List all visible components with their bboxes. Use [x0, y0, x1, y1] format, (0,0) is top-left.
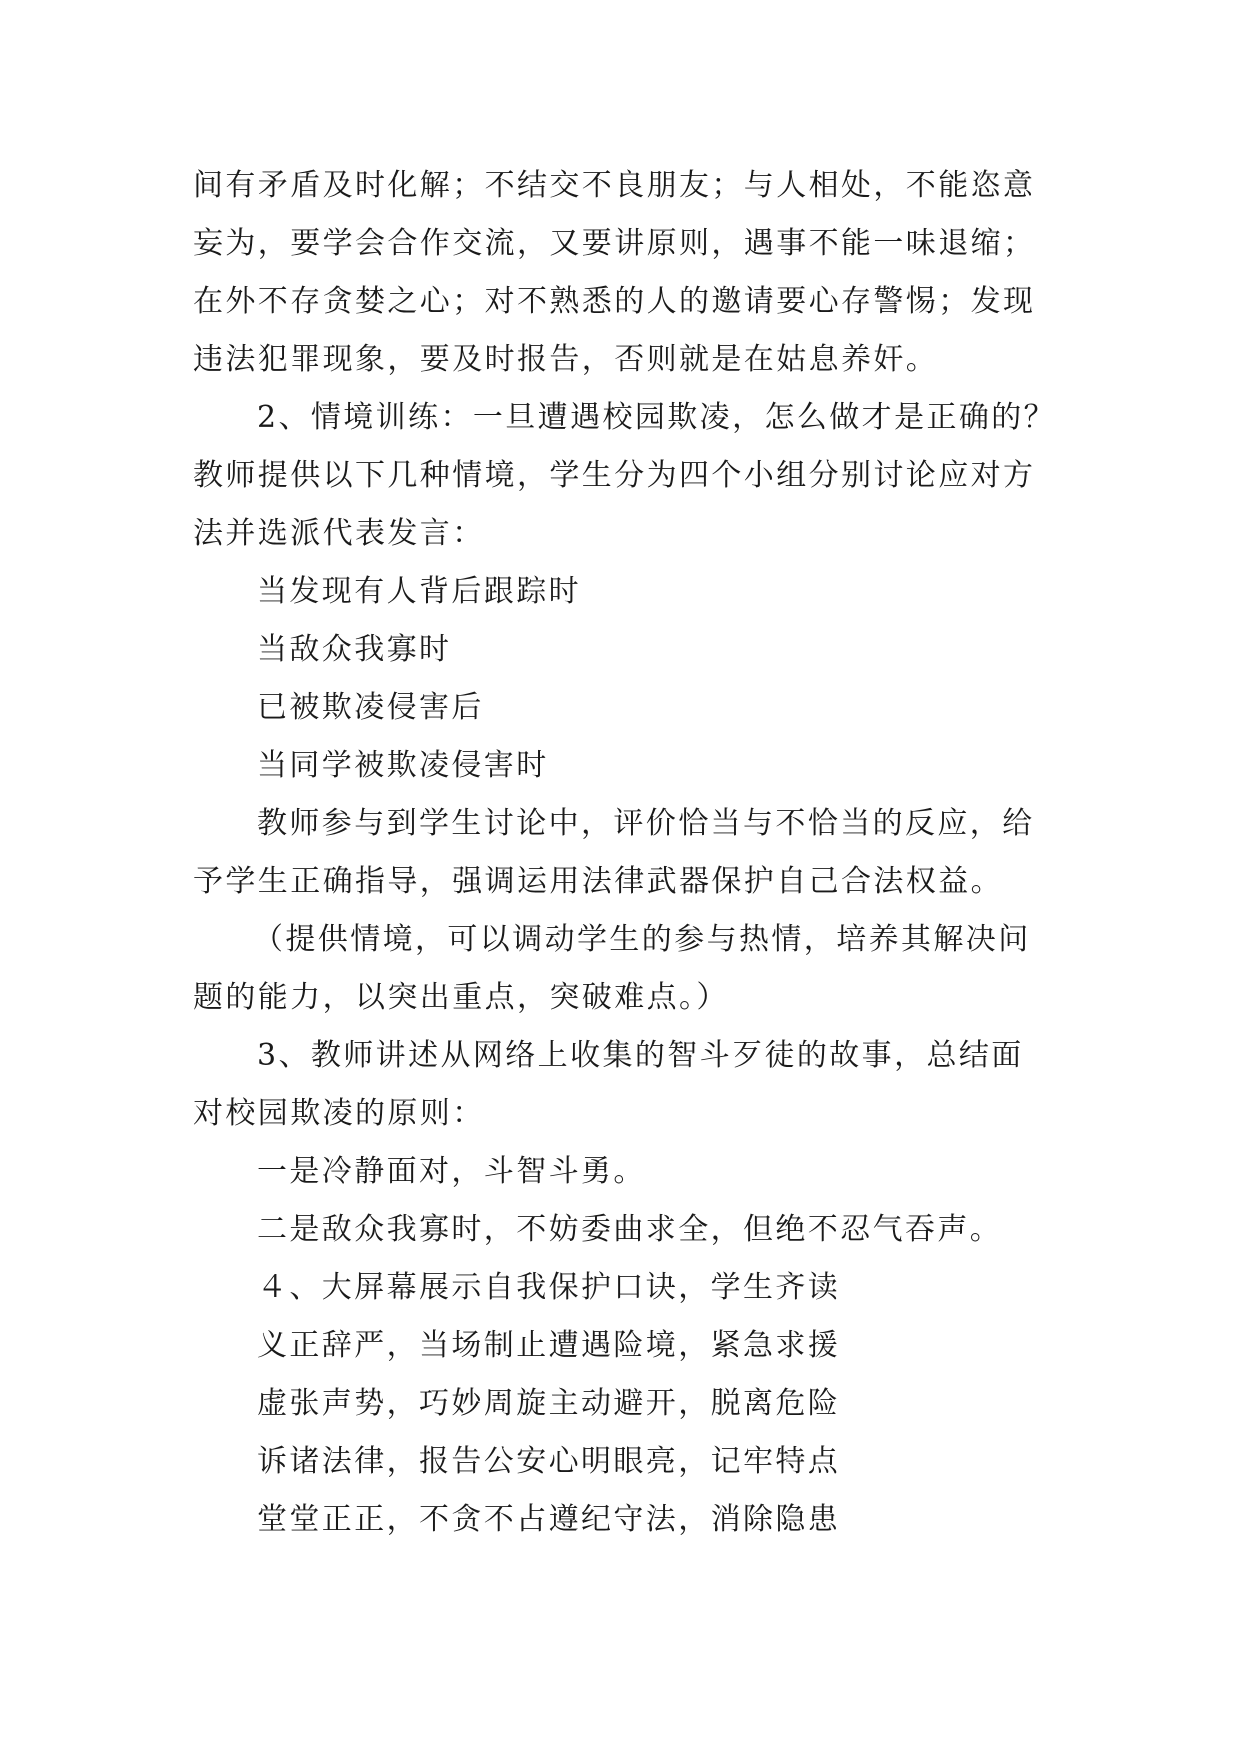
paragraph-line: 教师提供以下几种情境，学生分为四个小组分别讨论应对方 — [193, 458, 1036, 493]
paragraph-line: （提供情境，可以调动学生的参与热情，培养其解决问 — [253, 922, 1031, 957]
paragraph-line: 间有矛盾及时化解；不结交不良朋友；与人相处，不能恣意 — [193, 168, 1036, 203]
paragraph-line: ４、大屏幕展示自我保护口诀，学生齐读 — [257, 1270, 841, 1305]
paragraph-line: 3、教师讲述从网络上收集的智斗歹徒的故事，总结面 — [257, 1038, 1024, 1073]
verse-line: 堂堂正正，不贪不占遵纪守法，消除隐患 — [257, 1502, 841, 1537]
paragraph-line: 对校园欺凌的原则： — [193, 1096, 485, 1131]
paragraph-line: 妄为，要学会合作交流，又要讲原则，遇事不能一味退缩； — [193, 226, 1036, 261]
scenario-item: 已被欺凌侵害后 — [257, 690, 484, 725]
scenario-item: 当敌众我寡时 — [257, 632, 452, 667]
paragraph-line: 在外不存贪婪之心；对不熟悉的人的邀请要心存警惕；发现 — [193, 284, 1036, 319]
scenario-item: 当发现有人背后跟踪时 — [257, 574, 581, 609]
verse-line: 诉诸法律，报告公安心明眼亮，记牢特点 — [257, 1444, 841, 1479]
verse-line: 虚张声势，巧妙周旋主动避开，脱离危险 — [257, 1386, 841, 1421]
verse-line: 义正辞严，当场制止遭遇险境，紧急求援 — [257, 1328, 841, 1363]
paragraph-line: 题的能力，以突出重点，突破难点。） — [193, 980, 729, 1015]
scenario-item: 当同学被欺凌侵害时 — [257, 748, 549, 783]
paragraph-line: 法并选派代表发言： — [193, 516, 485, 551]
paragraph-line: 2、情境训练：一旦遭遇校园欺凌，怎么做才是正确的？ — [257, 400, 1057, 435]
principle-item: 二是敌众我寡时，不妨委曲求全，但绝不忍气吞声。 — [257, 1212, 1003, 1247]
body-text — [193, 157, 1073, 1549]
paragraph-line: 予学生正确指导，强调运用法律武器保护自己合法权益。 — [193, 864, 1003, 899]
principle-item: 一是冷静面对，斗智斗勇。 — [257, 1154, 646, 1189]
paragraph-line: 违法犯罪现象，要及时报告，否则就是在姑息养奸。 — [193, 342, 939, 377]
paragraph-line: 教师参与到学生讨论中，评价恰当与不恰当的反应，给 — [257, 806, 1035, 841]
